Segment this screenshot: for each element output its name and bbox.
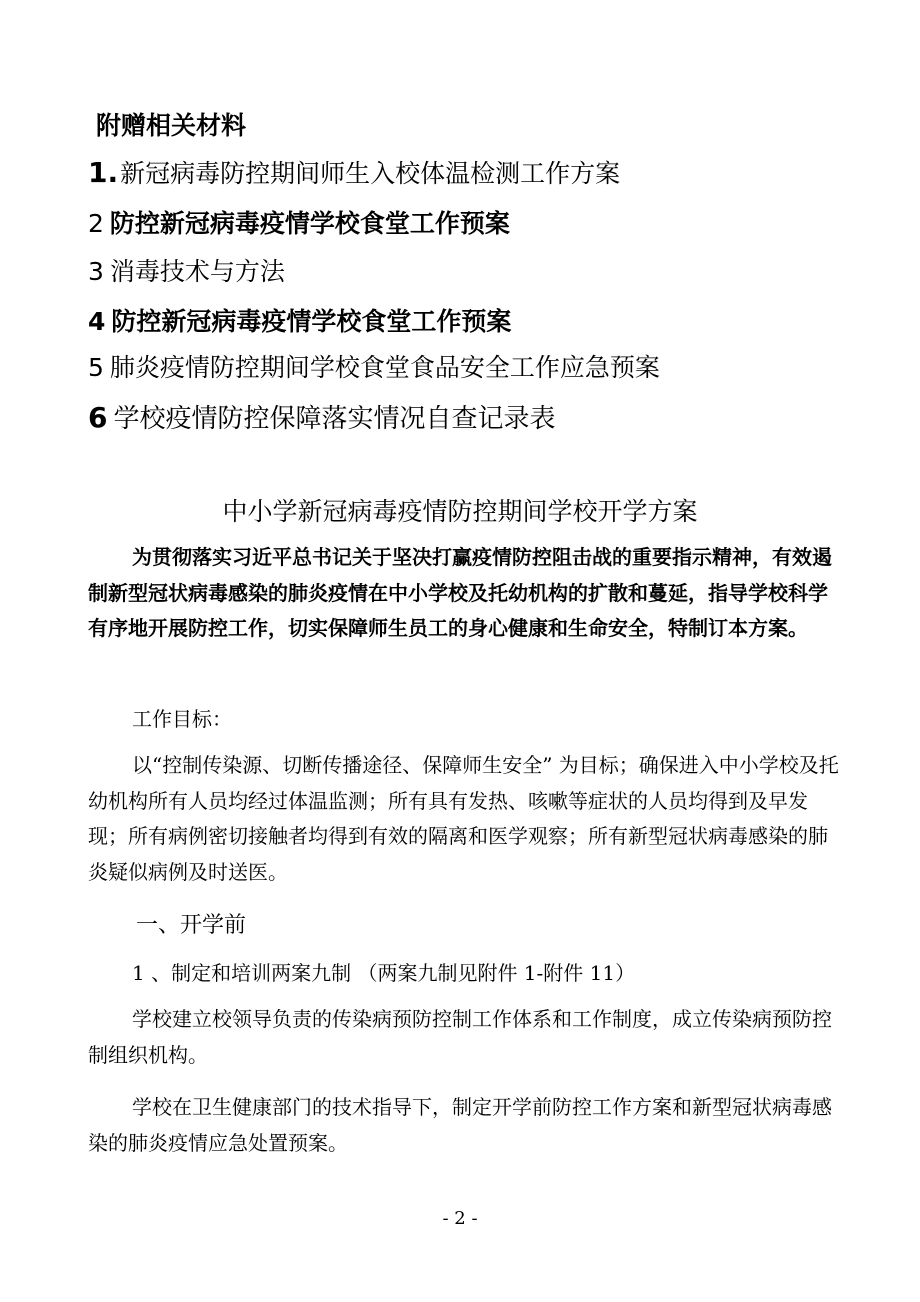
page-number: - 2 -: [442, 1208, 478, 1229]
appendix-item-number: 3: [88, 257, 104, 286]
item-1-heading: 1 、制定和培训两案九制 （两案九制见附件 1-附件 11）: [132, 961, 636, 985]
appendix-item-2: [88, 204, 510, 240]
appendix-item-text: 防控新冠病毒疫情学校食堂工作预案: [111, 307, 512, 336]
appendix-item-number: 6: [88, 401, 108, 434]
appendix-item-text: 学校疫情防控保障落实情况自查记录表: [113, 404, 556, 434]
intro-paragraph: 为贯彻落实习近平总书记关于坚决打赢疫情防控阻击战的重要指示精神，有效遏制新型冠状病毒感染的肺炎疫情在中小学校及托幼机构的扩散和蔓延，指导学校科学有序地开展防控工作，切实保障师生员工的身心健康和生命安全，特制订本方案。: [88, 545, 832, 640]
goal-paragraph: 以“控制传染源、切断传播途径、保障师生安全” 为目标；确保进入中小学校及托幼机构所有人员均经过体温监测；所有具有发热、咳嗽等症状的人员均得到及早发现；所有病例密切接触者均得到有效的隔离和医学观察；所有新型冠状病毒感染的肺炎疑似病例及时送医。: [88, 753, 839, 884]
appendix-item-number: 1.: [88, 156, 119, 189]
appendix-item-text: 新冠病毒防控期间师生入校体温检测工作方案: [120, 159, 621, 188]
appendix-item-number: 4: [88, 307, 106, 336]
appendix-item-text: 防控新冠病毒疫情学校食堂工作预案: [109, 209, 510, 238]
appendix-item-5: [88, 348, 660, 384]
appendix-heading: 附赠相关材料: [96, 111, 247, 140]
appendix-item-4: [88, 302, 511, 338]
appendix-item-6: [88, 398, 556, 435]
system-paragraph: 学校建立校领导负责的传染病预防控制工作体系和工作制度，成立传染病预防控制组织机构。: [88, 1007, 832, 1067]
appendix-item-number: 2: [88, 209, 104, 238]
goal-label: 工作目标：: [132, 707, 232, 731]
appendix-item-number: 5: [88, 353, 104, 382]
appendix-item-3: [88, 252, 285, 288]
section-heading-before-school: 一、开学前: [136, 913, 247, 938]
appendix-item-1: [88, 154, 620, 190]
appendix-item-text: 消毒技术与方法: [109, 257, 285, 286]
appendix-item-text: 肺炎疫情防控期间学校食堂食品安全工作应急预案: [109, 353, 660, 382]
plan-paragraph: 学校在卫生健康部门的技术指导下，制定开学前防控工作方案和新型冠状病毒感染的肺炎疫情应急处置预案。: [88, 1095, 832, 1155]
document-title: 中小学新冠病毒疫情防控期间学校开学方案: [222, 497, 698, 526]
